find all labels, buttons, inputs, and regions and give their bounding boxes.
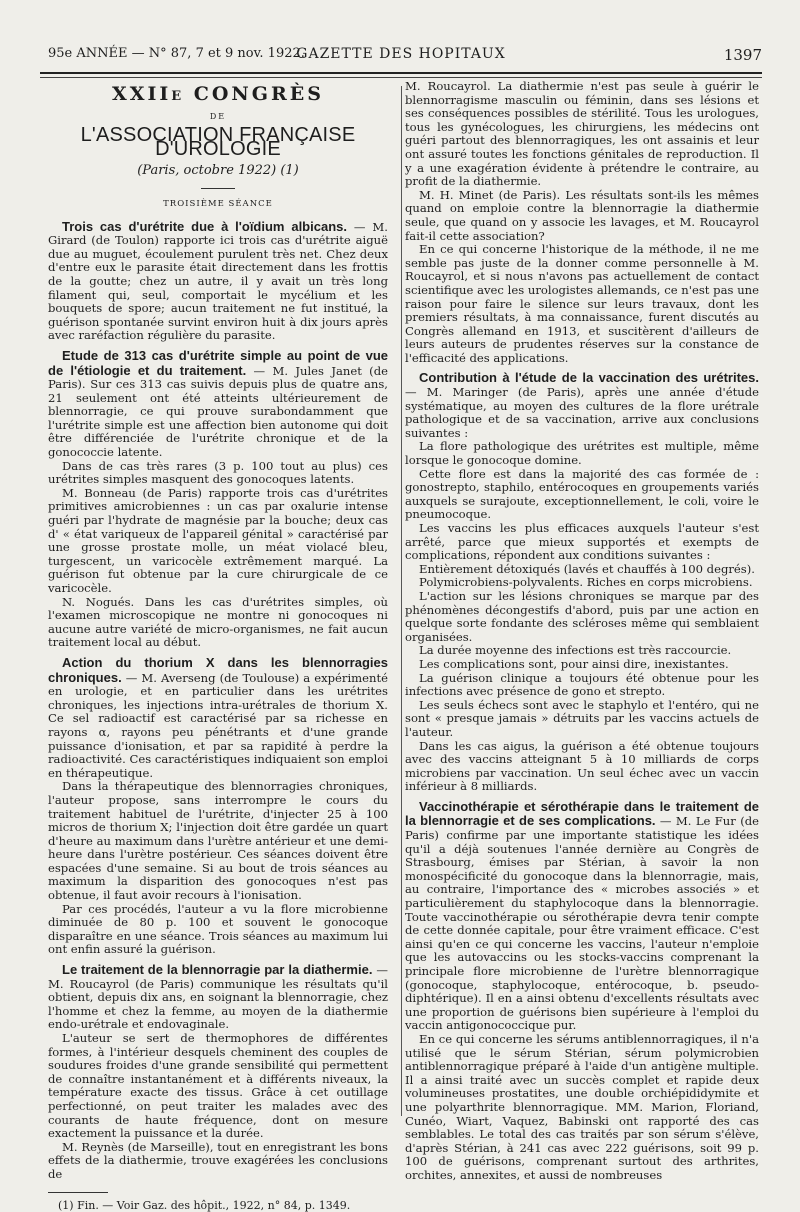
paragraph-text: — M. Le Fur (de Paris) confirme par une importante statistique les idées qu'il a déjà soutenues l'année dernière au Congrès de Strasbourg, émises par Stérian, à savoir la non monospécificité du gonocoque dans la blennorragie, mais, au contraire, l'importance des « microbes associés » et particulièrement du staphylocoque dans la blennorragie. Toute vaccinothérapie ou sérothérapie devra tenir compte de cette donnée capitale, pour être vraiment efficace. C'est ainsi qu'en ce qui concerne les vaccins, l'auteur n'emploie que les autovaccins ou les stocks-vaccins comprenant la principale flore microbienne de l'urètre blennorragique (gonocoque, staphylocoque, entérocoque, b. pseudo-diphtérique). Il en a ainsi obtenu d'excellents résultats avec une proportion de guérisons bien supérieure à l'emploi du vaccin antigonococcique pur.: [405, 814, 760, 1033]
footnote: (1) Fin. — Voir Gaz. des hôpit., 1922, n° 84, p. 1349.: [58, 1198, 351, 1212]
association-title: L'ASSOCIATION FRANÇAISE D'UROLOGIE: [80, 124, 356, 160]
paragraph-text: Entièrement détoxiqués (lavés et chauffés à 100 degrés).: [419, 561, 755, 576]
paragraph-text: Dans de cas très rares (3 p. 100 tout au plus) ces urétrites simples masquent des gonocoques latents.: [48, 458, 388, 487]
congress-title: XXIIe CONGRÈS: [111, 83, 325, 105]
paragraph-text: M. Reynès (de Marseille), tout en enregistrant les bons effets de la diathermie, trouve exagérées les conclusions de: [48, 1139, 388, 1181]
paragraph: [405, 522, 759, 563]
paragraph: [405, 590, 759, 644]
paragraph-text: Les seuls échecs sont avec le staphylo et l'entéro, qui ne sont « presque jamais » détruits par les vaccins actuels de l'auteur.: [405, 697, 759, 739]
footnote-rule: [48, 1192, 108, 1193]
section-heading: Le traitement de la blennorragie par la diathermie.: [62, 962, 373, 978]
paragraph: [48, 1032, 388, 1141]
header-rule: [40, 72, 762, 74]
paragraph: [405, 189, 759, 243]
header-rule-thin: [40, 77, 762, 78]
seance-label: TROISIÈME SÉANCE: [163, 198, 273, 209]
paragraph-text: Les complications sont, pour ainsi dire, inexistantes.: [419, 656, 729, 671]
section-paragraph: [405, 371, 759, 440]
title-de: DE: [209, 111, 227, 121]
paragraph-text: Polymicrobiens-polyvalents. Riches en corps microbiens.: [419, 575, 753, 590]
left-column: [48, 80, 388, 1212]
paragraph: [48, 903, 388, 957]
section-heading: Etude de 313 cas d'urétrite simple au point de vue de l'étiologie et du traitement.: [48, 347, 388, 378]
paragraph-text: Les vaccins les plus efficaces auxquels l'auteur s'est arrêté, parce que mieux supportés et exempts de complications, répondent aux conditions suivantes :: [405, 521, 759, 563]
paragraph: [405, 672, 759, 699]
congress-subtitle: (Paris, octobre 1922) (1): [137, 163, 299, 179]
paragraph-text: — M. Girard (de Toulon) rapporte ici trois cas d'urétrite aiguë due au muguet, écoulement purulent très net. Chez deux d'entre eux le parasite était directement dans les frottis de la goutte; chez un autre, il y avait un très long filament qui, seul, comportait le mycélium et les bouquets de spore; aucun traitement ne fut institué, la guérison spontanée survint environ huit à dix jours après avec raréfaction régulière du parasite.: [48, 219, 388, 343]
section-heading: Action du thorium X dans les blennorragies chroniques.: [48, 654, 388, 685]
journal-title: GAZETTE DES HOPITAUX: [296, 46, 506, 62]
paragraph: [405, 644, 759, 658]
title-rule: [201, 188, 235, 189]
paragraph: [405, 576, 759, 590]
right-column: [405, 80, 759, 1183]
paragraph: [48, 596, 388, 650]
paragraph-text: La guérison clinique a toujours été obtenue pour les infections avec présence de gono et strepto.: [405, 670, 759, 699]
paragraph: [405, 1033, 759, 1183]
right-column-body: [405, 80, 759, 1183]
paragraph-text: La durée moyenne des infections est très raccourcie.: [419, 643, 732, 658]
paragraph: [405, 80, 759, 189]
paragraph: [48, 460, 388, 487]
paragraph-text: Cette flore est dans la majorité des cas formée de : gonostrepto, staphilo, entérocoques en groupements variés auxquels se surajoute, exceptionnellement, le coli, voire le pneumocoque.: [405, 466, 759, 522]
paragraph: [48, 487, 388, 596]
left-column-body: [48, 220, 388, 1182]
section-heading: Trois cas d'urétrite due à l'oïdium albicans.: [62, 218, 347, 234]
paragraph-text: En ce qui concerne l'historique de la méthode, il ne me semble pas juste de la donner comme personnelle à M. Roucayrol, et si nous n'avons pas actuellement de contact scientifique avec les urologistes allemands, ce n'est pas une raison pour faire le silence sur leurs travaux, dont les premiers résultats, à ma connaissance, furent discutés au Congrès allemand en 1913, et suscitèrent d'ailleurs de leurs auteurs de prudentes réserves sur la constance de l'efficacité des applications.: [405, 242, 759, 365]
paragraph-text: Dans les cas aigus, la guérison a été obtenue toujours avec des vaccins atteignant 5 à 10 milliards de corps microbiens par vaccination. Un seul échec avec un vaccin inférieur à 8 milliards.: [405, 738, 759, 794]
section-paragraph: [48, 656, 388, 780]
section-heading: Contribution à l'étude de la vaccination des urétrites.: [419, 370, 759, 386]
section-heading: Vaccinothérapie et sérothérapie dans le traitement de la blennorragie et de ses complications.: [405, 798, 759, 829]
paragraph: [48, 1141, 388, 1182]
paragraph-text: M. Bonneau (de Paris) rapporte trois cas d'urétrites primitives amicrobiennes : un cas par oxalurie intense guéri par l'hydrate de magnésie par la bouche; deux cas d' « état variqueux de l'appareil génital » caractérisé par une grosse prostate molle, un méat violacé bleu, turgescent, un varicocèle extrêmement marqué. La guérison fut obtenue par la cure chirurgicale de ce varicocèle.: [48, 485, 388, 595]
paragraph-text: L'action sur les lésions chroniques se marque par des phénomènes décongestifs d'abord, puis par une action en quelque sorte fondante des scléroses même qui semblaient organisées.: [405, 588, 759, 644]
paragraph-text: M. Roucayrol. La diathermie n'est pas seule à guérir le blennorragisme masculin ou féminin, dans ses lésions et ses conséquences possibles de stérilité. Tous les urologues, tous les gynécologues, les chirurgiens, les médecins ont guéri partout des blennorragiques, les ont assainis et leur ont assuré toutes les fonctions génitales de reproduction. Il y a une exagération évidente à prétendre le contraire, au profit de la diathermie.: [405, 79, 759, 189]
paragraph: [405, 699, 759, 740]
paragraph-text: La flore pathologique des urétrites est multiple, même lorsque le gonocoque domine.: [405, 439, 759, 468]
paragraph: [405, 658, 759, 672]
paragraph-text: N. Nogués. Dans les cas d'urétrites simples, où l'examen microscopique ne montre ni gonocoques ni aucune autre variété de micro-organismes, ne fait aucun traitement local au début.: [48, 594, 388, 650]
paragraph: [405, 243, 759, 365]
paragraph-text: — M. Roucayrol (de Paris) communique les résultats qu'il obtient, depuis dix ans, en soignant la blennorragie, chez l'homme et chez la femme, au moyen de la diathermie endo-urétrale et endovaginale.: [48, 963, 388, 1032]
section-paragraph: [405, 800, 759, 1033]
section-paragraph: [48, 349, 388, 460]
paragraph: [48, 780, 388, 902]
paragraph-text: Par ces procédés, l'auteur a vu la flore microbienne diminuée de 80 p. 100 et souvent le gonocoque disparaître en une séance. Trois séances au maximum lui ont enfin assuré la guérison.: [48, 901, 388, 957]
page-number: 1397: [723, 46, 762, 64]
section-paragraph: [48, 963, 388, 1032]
paragraph-text: — M. Averseng (de Toulouse) a expérimenté en urologie, et en particulier dans les urétrites chroniques, les injections intra-urétrales de thorium X. Ce sel radioactif est caractérisé par sa richesse en rayons α, rayons peu pénétrants et d'une grande puissance d'ionisation, et par sa rapidité à perdre la radioactivité. Ces caractéristiques indiquaient son emploi en thérapeutique.: [48, 670, 388, 780]
section-paragraph: [48, 220, 388, 343]
column-divider: [401, 86, 402, 1116]
paragraph-text: M. H. Minet (de Paris). Les résultats sont-ils les mêmes quand on emploie contre la blennorragie la diathermie seule, que quand on y associe les lavages, et M. Roucayrol fait-il cette association?: [405, 187, 759, 243]
issue-info: 95e ANNÉE — N° 87, 7 et 9 nov. 1922.: [48, 46, 305, 61]
paragraph-text: — M. Jules Janet (de Paris). Sur ces 313 cas suivis depuis plus de quatre ans, 21 seulement ont été atteints ultérieurement de blennorragie, ce qui prouve surabondamment que l'urétrite simple est une affection bien autonome qui doit être différenciée de l'urétrite chronique et de la gonococcie latente.: [48, 363, 388, 460]
paragraph-text: — M. Maringer (de Paris), après une année d'étude systématique, au moyen des cultures de la flore urétrale pathologique et de sa vaccination, arrive aux conclusions suivantes :: [405, 385, 759, 440]
paragraph: [405, 468, 759, 522]
paragraph-text: En ce qui concerne les sérums antiblennorragiques, il n'a utilisé que le sérum Stérian, sérum polymicrobien antiblennorragique préparé à l'aide d'un antigène multiple. Il a ainsi traité avec un succès complet et rapide deux volumineuses prostatites, une double orchiépididymite et une polyarthrite blennorragique. MM. Marion, Floriand, Cunéo, Wiart, Vaquez, Babinski ont rapporté des cas semblables. Le total des cas traités par son sérum s'élève, d'après Stérian, à 241 cas avec 222 guérisons, soit 99 p. 100 de guérisons, comprenant surtout des arthrites, orchites, annexites, et aussi de nombreuses: [405, 1031, 759, 1182]
paragraph: [405, 563, 759, 577]
paragraph: [405, 740, 759, 794]
paragraph-text: Dans la thérapeutique des blennorragies chroniques, l'auteur propose, sans interrompre le cours du traitement habituel de l'urétrite, d'injecter 25 à 100 micros de thorium X; l'injection doit être gardée un quart d'heure au maximum dans l'urètre antérieur et une demi-heure dans l'urètre postérieur. Ces séances doivent être espacées d'une semaine. Si au bout de trois séances au maximum la disparition des gonocoques n'est pas obtenue, il faut avoir recours à l'ionisation.: [48, 779, 388, 903]
page-header: [40, 46, 762, 68]
paragraph: [405, 440, 759, 467]
paragraph-text: L'auteur se sert de thermophores de différentes formes, à l'intérieur desquels cheminent des couples de soudures froides d'une grande sensibilité qui permettent de connaître instantanément et à différents niveaux, la température exacte des tissus. Grâce à cet outillage perfectionné, on peut traiter les malades avec des courants de haute fréquence, dont on mesure exactement la puissance et la durée.: [48, 1031, 388, 1141]
